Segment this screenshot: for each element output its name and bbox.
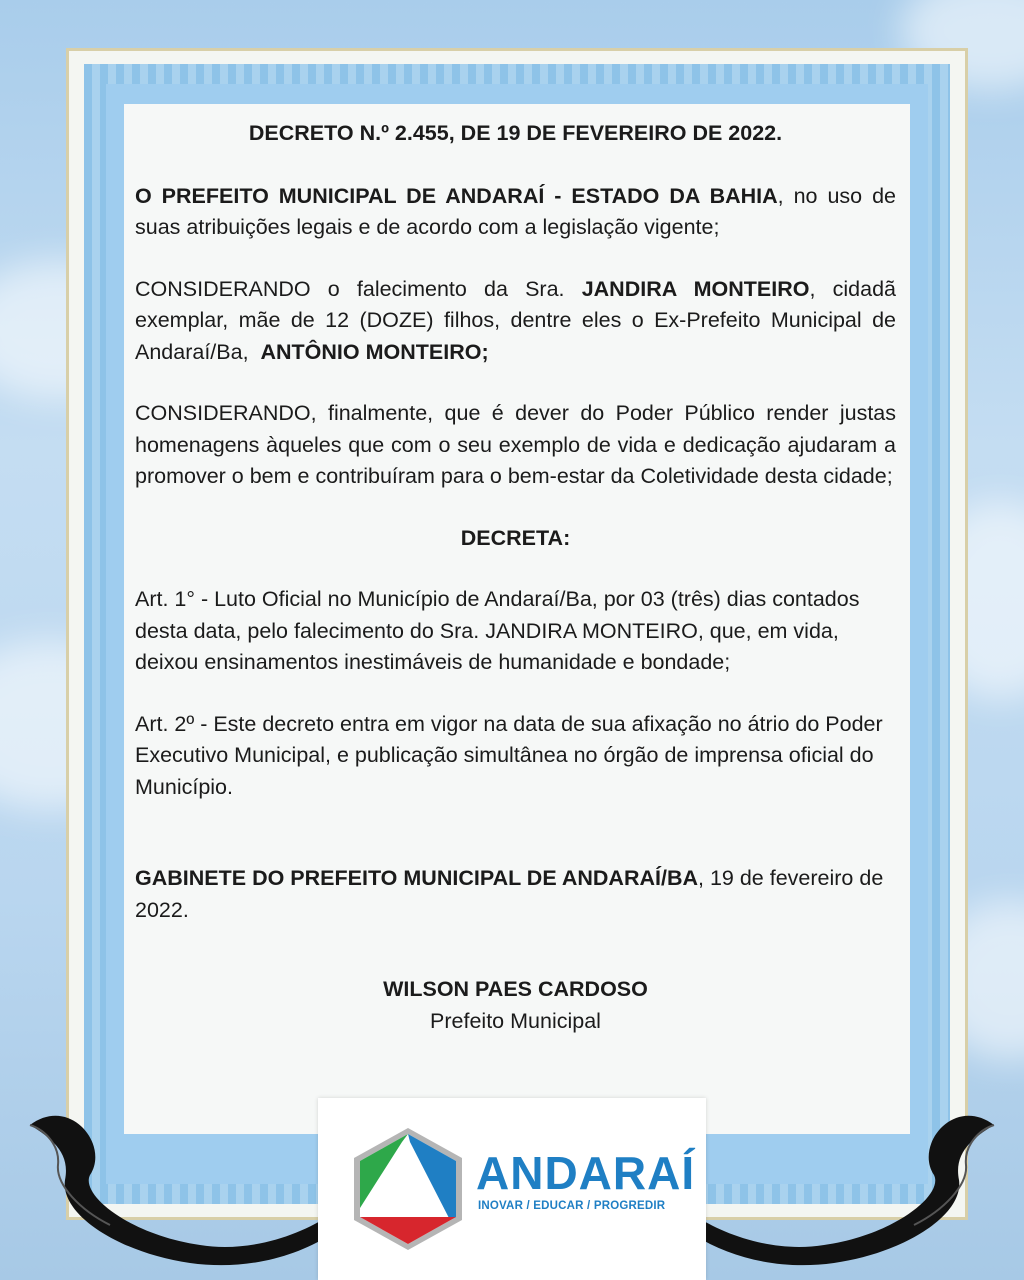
municipality-logo	[318, 1098, 706, 1280]
logo-name: ANDARAÍ	[476, 1147, 696, 1199]
signer-role: Prefeito Municipal	[430, 1008, 601, 1033]
intro-paragraph	[135, 181, 896, 244]
closing-date: , 19 de fevereiro de 2022.	[135, 866, 884, 922]
decree-document	[124, 104, 910, 1134]
mourning-ribbon-left-icon	[0, 1085, 330, 1280]
considerando-1	[135, 274, 902, 369]
mourning-ribbon-right-icon	[694, 1085, 1024, 1280]
intro-text: , no uso de suas atribuições legais e de acordo com a legislação vigente;	[135, 183, 896, 239]
ex-mayor-name: ANTÔNIO MONTEIRO;	[260, 339, 489, 364]
article-1-label: Art. 1° -	[135, 587, 215, 611]
article-2-label: Art. 2º -	[135, 711, 214, 736]
andarai-emblem-icon	[354, 1128, 462, 1250]
considerando-1-text: CONSIDERANDO o falecimento da Sra.	[135, 276, 582, 301]
intro-authority: O PREFEITO MUNICIPAL DE ANDARAÍ - ESTADO DA BAHIA	[135, 183, 778, 208]
closing-office: GABINETE DO PREFEITO MUNICIPAL DE ANDARAÍ/BA	[135, 866, 699, 890]
decreta-heading: DECRETA:	[460, 525, 571, 550]
deceased-name: JANDIRA MONTEIRO	[581, 276, 810, 301]
article-2-text: Este decreto entra em vigor na data de sua afixação no átrio do Poder Executivo Municipal, e publicação simultânea no órgão de imprensa oficial do Município.	[135, 711, 883, 799]
signer-name: WILSON PAES CARDOSO	[383, 977, 648, 1001]
article-1	[135, 584, 896, 679]
article-2	[135, 709, 896, 804]
considerando-1-text-b: , cidadã exemplar, mãe de 12 (DOZE) filhos, dentre eles o Ex-Prefeito Municipal de Andaraí/Ba,	[135, 276, 902, 364]
decree-title: DECRETO N.º 2.455, DE 19 DE FEVEREIRO DE 2022.	[248, 121, 783, 145]
closing-paragraph	[135, 863, 896, 926]
logo-tagline: INOVAR / EDUCAR / PROGREDIR	[478, 1200, 666, 1212]
article-1-text: Luto Oficial no Município de Andaraí/Ba, por 03 (três) dias contados desta data, pelo falecimento do Sra. JANDIRA MONTEIRO, que, em vida, deixou ensinamentos inestimáveis de humanidade e bondade;	[135, 587, 860, 674]
considerando-2: CONSIDERANDO, finalmente, que é dever do Poder Público render justas homenagens àqueles que com o seu exemplo de vida e dedicação ajudaram a promover o bem e contribuíram para o bem-estar da Coletividade desta cidade;	[135, 401, 896, 488]
